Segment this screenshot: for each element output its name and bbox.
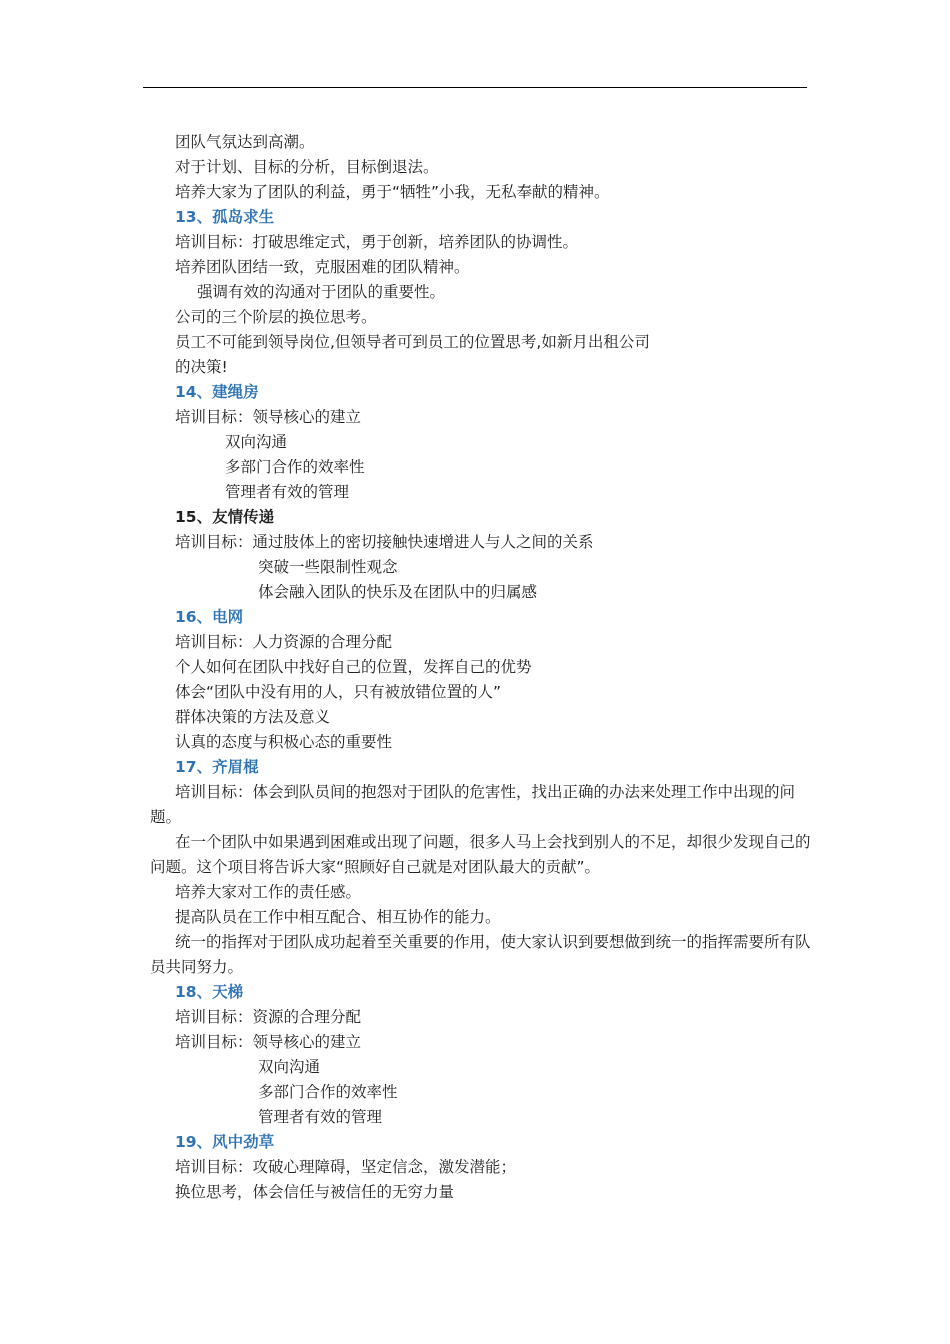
section-heading: 13、孤岛求生 <box>175 208 275 226</box>
text-line: 培养大家为了团队的利益，勇于“牺牲”小我，无私奉献的精神。 <box>175 183 610 201</box>
text-line: 问题。这个项目将告诉大家“照顾好自己就是对团队最大的贡献”。 <box>150 858 601 876</box>
text-line: 公司的三个阶层的换位思考。 <box>175 308 377 326</box>
text-line: 员工不可能到领导岗位,但领导者可到员工的位置思考,如新月出租公司 <box>175 333 650 351</box>
text-line: 培训目标：资源的合理分配 <box>175 1008 362 1026</box>
text-line: 管理者有效的管理 <box>258 1108 383 1126</box>
text-line: 的决策! <box>175 358 228 376</box>
text-line: 培训目标：攻破心理障碍，坚定信念，激发潜能； <box>175 1158 517 1176</box>
text-line: 换位思考，体会信任与被信任的无穷力量 <box>175 1183 455 1201</box>
section-heading: 19、风中劲草 <box>175 1133 275 1151</box>
text-line: 培训目标：通过肢体上的密切接触快速增进人与人之间的关系 <box>175 533 594 551</box>
text-line: 多部门合作的效率性 <box>258 1083 398 1101</box>
text-line: 题。 <box>150 808 182 826</box>
text-line: 双向沟通 <box>225 433 288 451</box>
text-line: 强调有效的沟通对于团队的重要性。 <box>197 283 446 301</box>
text-line: 统一的指挥对于团队成功起着至关重要的作用，使大家认识到要想做到统一的指挥需要所有队 <box>175 933 811 951</box>
text-line: 培训目标：人力资源的合理分配 <box>175 633 393 651</box>
section-heading: 15、友情传递 <box>175 508 275 526</box>
section-heading: 18、天梯 <box>175 983 244 1001</box>
text-line: 员共同努力。 <box>150 958 244 976</box>
header-rule <box>143 87 807 88</box>
text-line: 培养大家对工作的责任感。 <box>175 883 362 901</box>
text-line: 多部门合作的效率性 <box>225 458 365 476</box>
text-line: 群体决策的方法及意义 <box>175 708 331 726</box>
text-line: 管理者有效的管理 <box>225 483 350 501</box>
text-line: 在一个团队中如果遇到困难或出现了问题，很多人马上会找到别人的不足，却很少发现自己的 <box>175 833 811 851</box>
section-heading: 16、电网 <box>175 608 244 626</box>
text-line: 双向沟通 <box>258 1058 321 1076</box>
text-line: 提高队员在工作中相互配合、相互协作的能力。 <box>175 908 501 926</box>
text-line: 认真的态度与积极心态的重要性 <box>175 733 393 751</box>
text-line: 培训目标：领导核心的建立 <box>175 1033 362 1051</box>
text-line: 培训目标：打破思维定式，勇于创新，培养团队的协调性。 <box>175 233 579 251</box>
text-line: 对于计划、目标的分析，目标倒退法。 <box>175 158 439 176</box>
section-heading: 14、建绳房 <box>175 383 259 401</box>
text-line: 培养团队团结一致，克服困难的团队精神。 <box>175 258 470 276</box>
text-line: 团队气氛达到高潮。 <box>175 133 315 151</box>
text-line: 体会融入团队的快乐及在团队中的归属感 <box>258 583 538 601</box>
text-line: 体会“团队中没有用的人，只有被放错位置的人” <box>175 683 502 701</box>
text-line: 突破一些限制性观念 <box>258 558 398 576</box>
section-heading: 17、齐眉棍 <box>175 758 259 776</box>
text-line: 培训目标：体会到队员间的抱怨对于团队的危害性，找出正确的办法来处理工作中出现的问 <box>175 783 796 801</box>
text-line: 个人如何在团队中找好自己的位置，发挥自己的优势 <box>175 658 532 676</box>
text-line: 培训目标：领导核心的建立 <box>175 408 362 426</box>
